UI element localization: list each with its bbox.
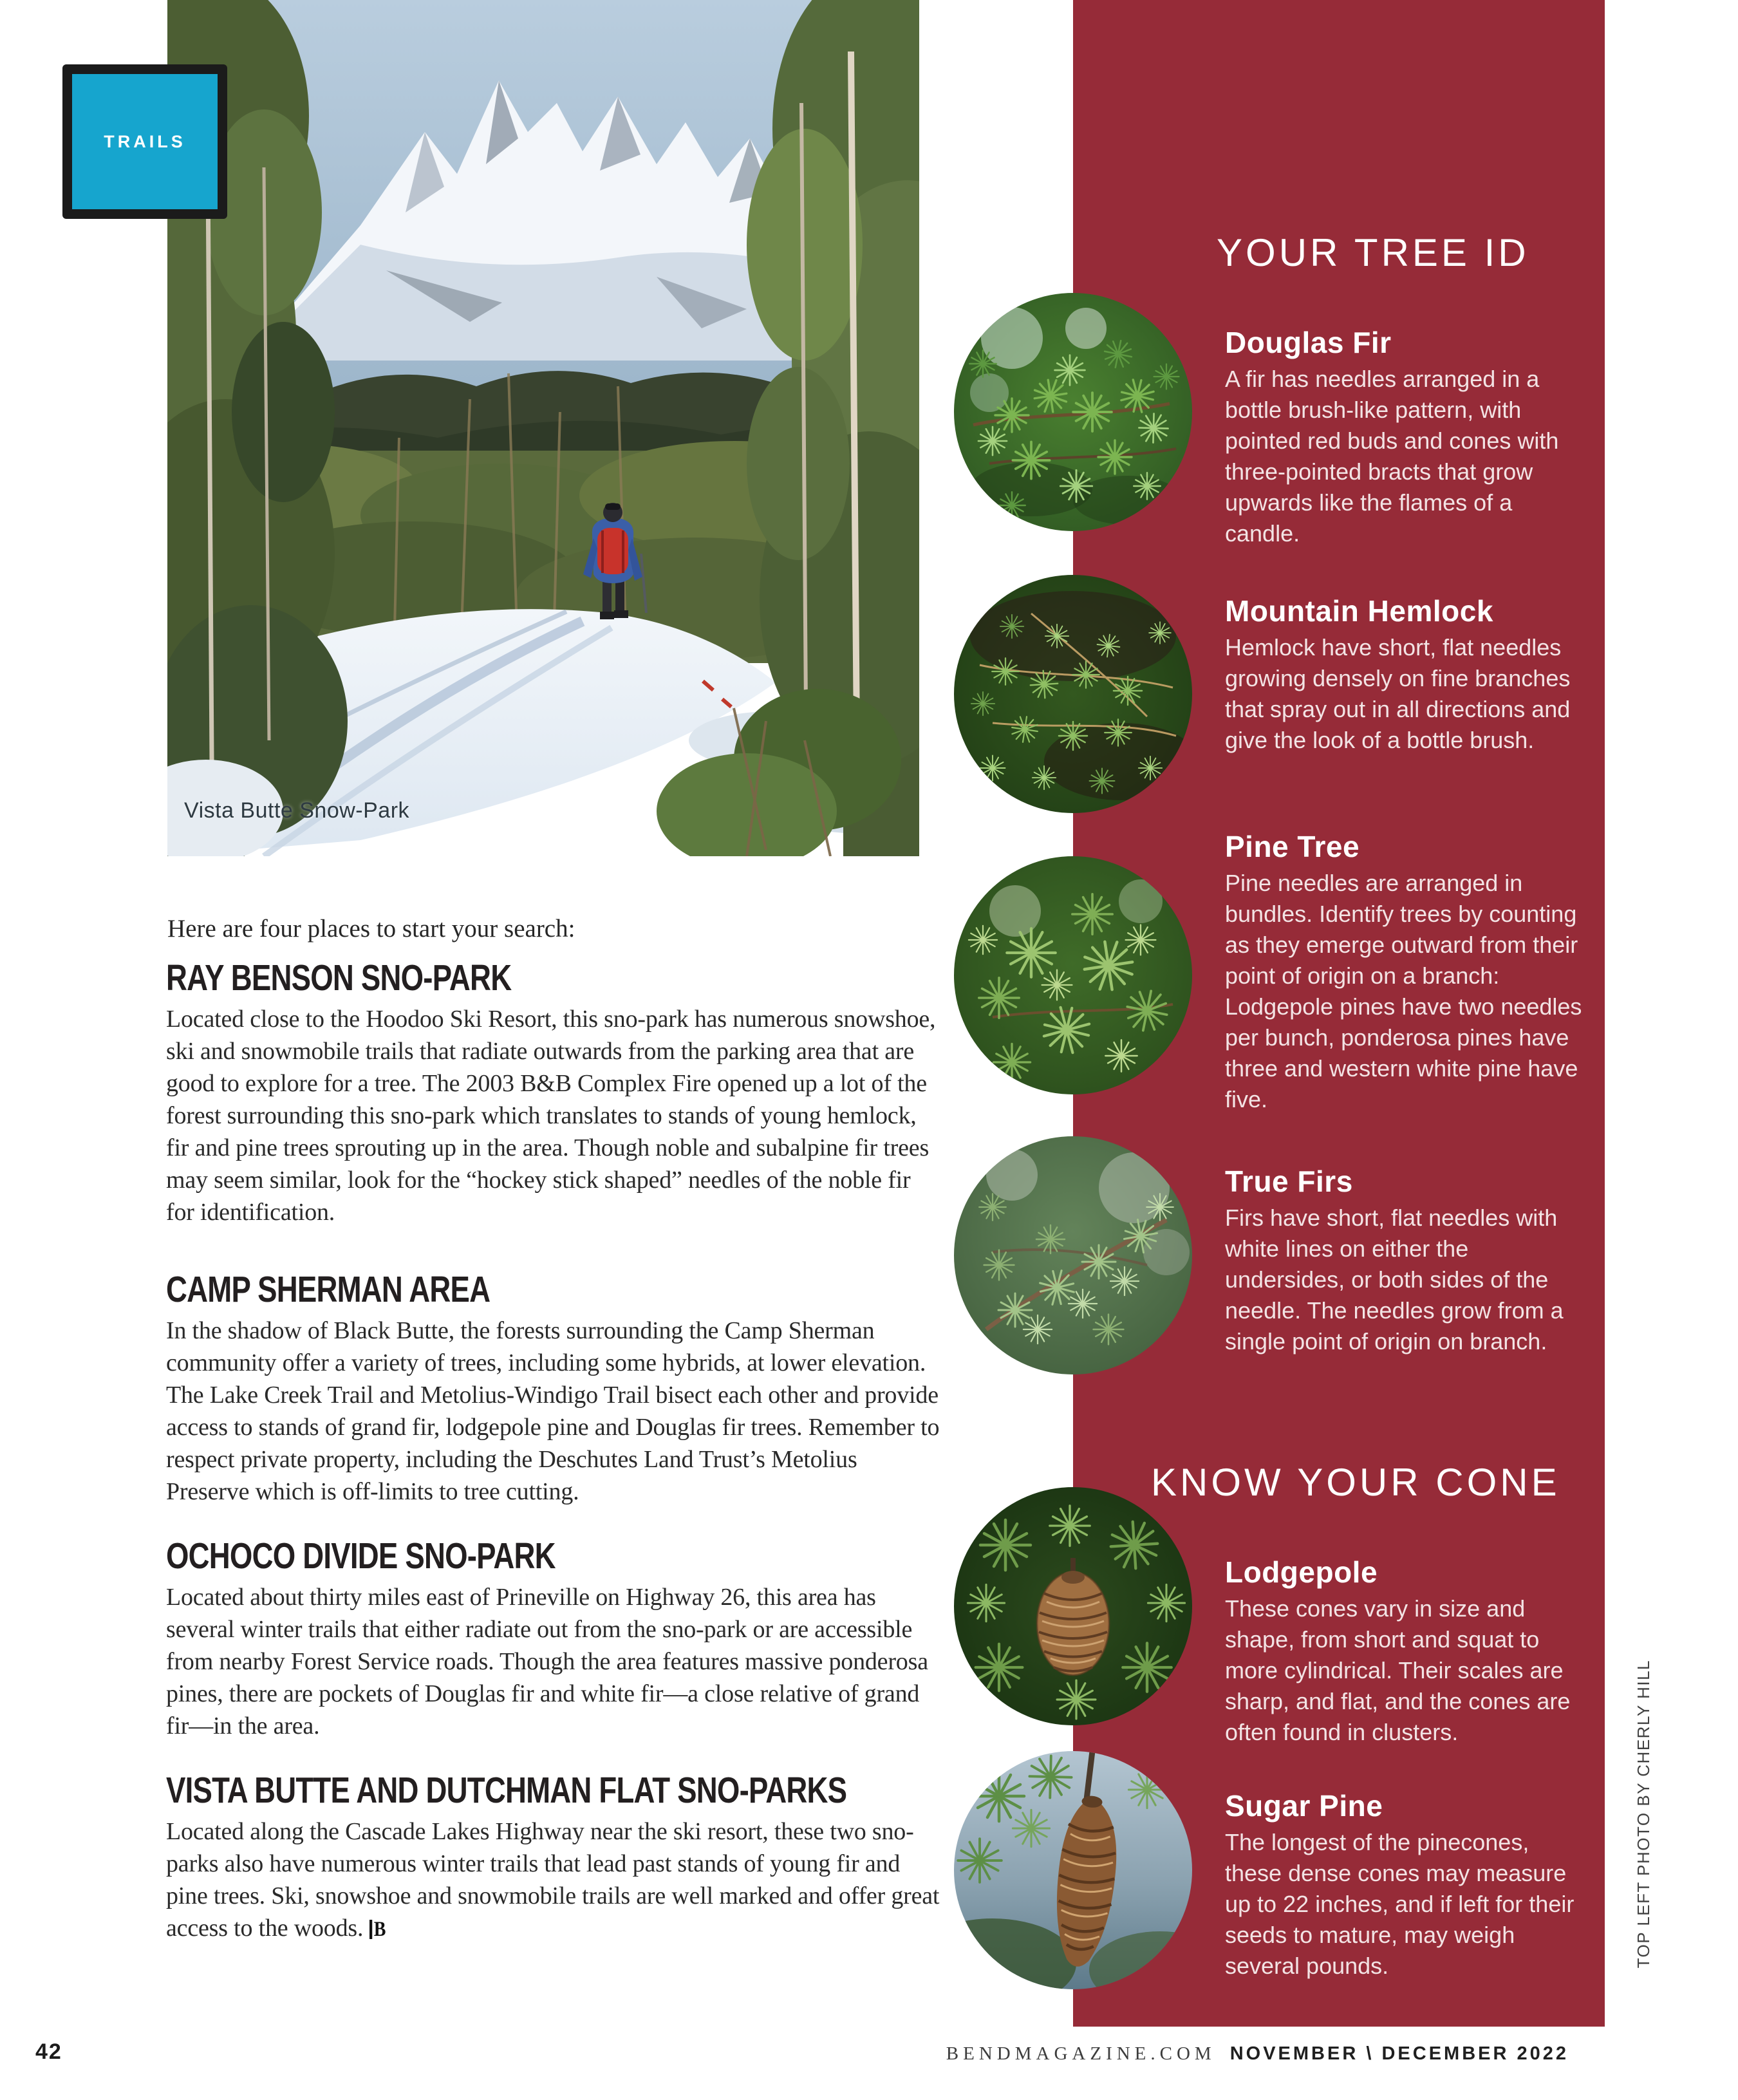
section-ray-benson [166, 958, 942, 1228]
sugar-pine-cone-photo [954, 1751, 1192, 1989]
section-vista-butte [166, 1770, 942, 1944]
section-body [166, 1815, 942, 1944]
entry-mountain-hemlock [1225, 594, 1587, 756]
cone-description: These cones vary in size and shape, from short and squat to more cylindrical. Their scales are sharp, and flat, and the cones are often found in clusters. [1225, 1595, 1571, 1745]
page-number: 42 [35, 2039, 62, 2064]
section-heading: VISTA BUTTE AND DUTCHMAN FLAT SNO-PARKS [166, 1770, 847, 1811]
tree-description: Pine needles are arranged in bundles. Identify trees by counting as they emerge outward from their point of origin on a branch: Lodgepole pines have two needles per bunch, ponderosa pines have three and western white pine have five. [1225, 870, 1582, 1112]
trails-badge-label: TRAILS [104, 131, 186, 151]
tree-name: True Firs [1225, 1165, 1353, 1198]
entry-douglas-fir [1225, 325, 1587, 549]
footer-site: BENDMAGAZINE.COM [946, 2043, 1216, 2064]
entry-sugar-pine-cone [1225, 1788, 1587, 1982]
cone-name: Lodgepole [1225, 1555, 1378, 1589]
section-body: Located close to the Hoodoo Ski Resort, this sno-park has numerous snowshoe, ski and snowmobile trails that radiate outwards from the parking area that are good to explore for a tree. The 2003 B&B Complex Fire opened up a lot of the forest surrounding this sno-park which translates to stands of young hemlock, fir and pine trees sprouting up in the area. Though noble and subalpine fir trees may seem similar, look for the “hockey stick shaped” needles of the noble fir for identification. [166, 1006, 936, 1226]
article-intro: Here are four places to start your search: [167, 915, 575, 942]
lodgepole-cone [1037, 1571, 1109, 1675]
tree-description: Firs have short, flat needles with white lines on either the undersides, or both sides of the needle. The needles grow from a single point of origin on branch. [1225, 1205, 1564, 1355]
section-body: In the shadow of Black Butte, the forests surrounding the Camp Sherman community offer a variety of trees, including some hybrids, at lower elevation. The Lake Creek Trail and Metolius-Windigo Trail bisect each other and provide access to stands of grand fir, lodgepole pine and Douglas fir trees. Remember to respect private property, including the Deschutes Land Trust’s Metolius Preserve which is off-limits to tree cutting. [166, 1317, 940, 1505]
section-heading: OCHOCO DIVIDE SNO-PARK [166, 1535, 556, 1577]
cone-description: The longest of the pinecones, these dense cones may measure up to 22 inches, and if left for their seeds to mature, may weigh several pounds. [1225, 1829, 1574, 1979]
entry-true-firs [1225, 1164, 1587, 1357]
tree-name: Pine Tree [1225, 830, 1360, 863]
footer-issue: NOVEMBER \ DECEMBER 2022 [1229, 2043, 1569, 2064]
trail-photo-art [167, 0, 919, 856]
photo-caption: Vista Butte Snow-Park [184, 798, 410, 823]
photo-credit: TOP LEFT PHOTO BY CHERLY HILL [1634, 1660, 1653, 1969]
douglas-fir-photo [954, 293, 1192, 531]
section-heading: CAMP SHERMAN AREA [166, 1269, 491, 1310]
tree-name: Douglas Fir [1225, 326, 1392, 359]
footer [946, 2043, 1569, 2065]
section-ochoco-divide [166, 1536, 942, 1742]
tree-id-title: YOUR TREE ID [1217, 231, 1529, 274]
tree-description: Hemlock have short, flat needles growing densely on fine branches that spray out in all directions and give the look of a bottle brush. [1225, 634, 1571, 753]
true-firs-photo [954, 1136, 1192, 1374]
entry-lodgepole-cone [1225, 1555, 1587, 1748]
trails-badge-inner [72, 74, 218, 209]
trail-photo [167, 0, 919, 856]
section-heading: RAY BENSON SNO-PARK [166, 957, 512, 998]
section-camp-sherman [166, 1270, 942, 1508]
cone-title: KNOW YOUR CONE [1151, 1461, 1560, 1504]
end-mark: B [369, 1920, 386, 1939]
lodgepole-cone-photo [954, 1487, 1192, 1725]
pine-tree-photo [954, 856, 1192, 1094]
trails-badge [62, 64, 227, 219]
section-body: Located about thirty miles east of Prineville on Highway 26, this area has several winter trails that either radiate out from the sno-park or are accessible from nearby Forest Service roads. Though the area features massive ponderosa pines, there are pockets of Douglas fir and white fir—a close relative of grand fir—in the area. [166, 1584, 928, 1739]
tree-name: Mountain Hemlock [1225, 594, 1493, 628]
entry-pine-tree [1225, 829, 1587, 1115]
section-body-text: Located along the Cascade Lakes Highway near the ski resort, these two sno-parks also have numerous winter trails that lead past stands of young fir and pine trees. Ski, snowshoe and snowmobile trails are well marked and offer great access to the woods. [166, 1818, 940, 1942]
mountain-hemlock-photo [954, 575, 1192, 813]
cone-name: Sugar Pine [1225, 1789, 1383, 1823]
tree-description: A fir has needles arranged in a bottle brush-like pattern, with pointed red buds and cones with three-pointed bracts that grow upwards like the flames of a candle. [1225, 366, 1559, 547]
